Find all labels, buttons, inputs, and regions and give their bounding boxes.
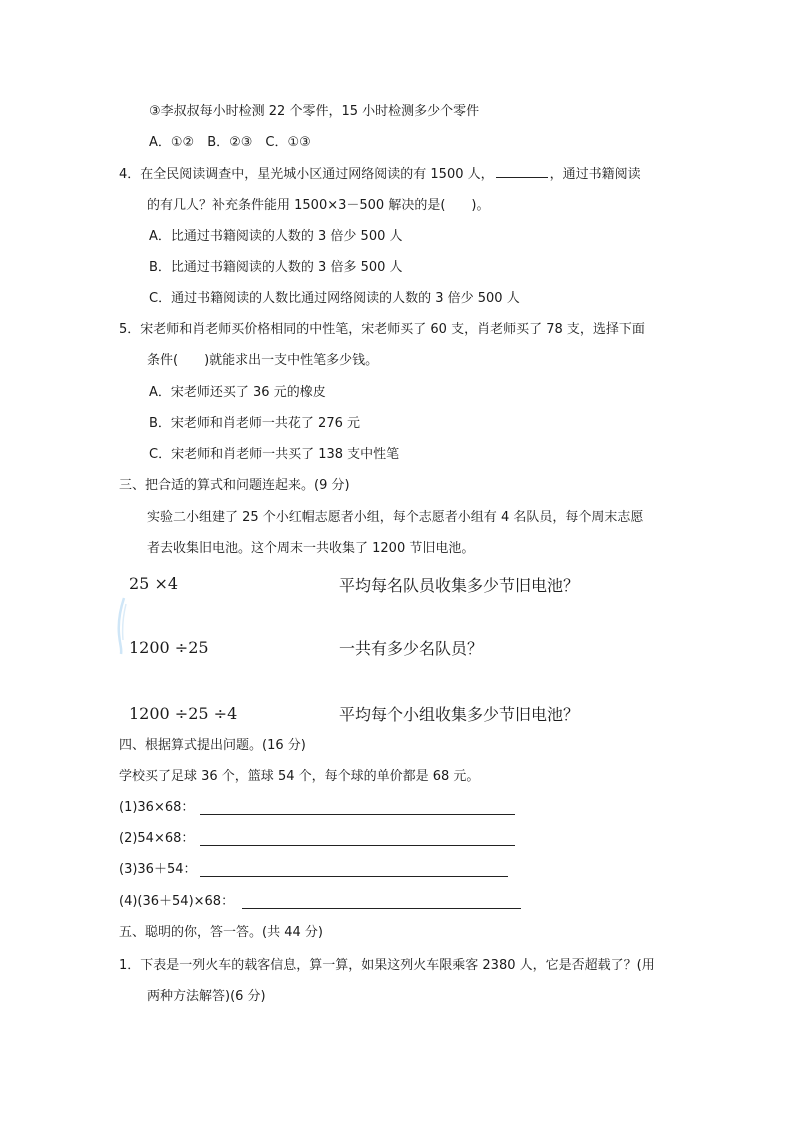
q5-option-b: B．宋老师和肖老师一共花了 276 元 [149, 416, 360, 431]
formula-1[interactable]: 25 ×4 [129, 574, 179, 593]
section-3-title: 三、把合适的算式和问题连起来。(9 分) [119, 478, 350, 493]
section-4-item-4: (4)(36＋54)×68： [119, 894, 235, 909]
q4-line-1-before: 4．在全民阅读调查中，星光城小区通过网络阅读的有 1500 人， [119, 167, 494, 182]
q5-line-1: 5．宋老师和肖老师买价格相同的中性笔，宋老师买了 60 支，肖老师买了 78 支，选择下面 [119, 322, 645, 337]
q3-item-3: ③李叔叔每小时检测 22 个零件，15 小时检测多少个零件 [149, 104, 480, 119]
q4-answer-blank[interactable] [496, 165, 548, 178]
section-3-text-line-2: 者去收集旧电池。这个周末一共收集了 1200 节旧电池。 [147, 541, 475, 556]
q5-option-a: A．宋老师还买了 36 元的橡皮 [149, 385, 326, 400]
q4-line-2: 的有几人？补充条件能用 1500×3－500 解决的是( )。 [147, 198, 490, 213]
q3-options: A．①② B．②③ C．①③ [149, 135, 311, 150]
q5-option-c: C．宋老师和肖老师一共买了 138 支中性笔 [149, 447, 400, 462]
section-3-text-line-1: 实验二小组建了 25 个小红帽志愿者小组，每个志愿者小组有 4 名队员，每个周末志愿 [147, 510, 644, 525]
question-2[interactable]: 一共有多少名队员？ [339, 639, 484, 658]
answer-line-1[interactable] [200, 814, 515, 815]
q4-option-b: B．比通过书籍阅读的人数的 3 倍多 500 人 [149, 260, 403, 275]
section-4-item-2: (2)54×68： [119, 831, 195, 846]
formula-3[interactable]: 1200 ÷25 ÷4 [129, 704, 238, 723]
section-4-item-3: (3)36＋54： [119, 862, 197, 877]
answer-line-4[interactable] [242, 908, 521, 909]
section-5-title: 五、聪明的你，答一答。(共 44 分) [119, 925, 323, 940]
answer-line-3[interactable] [200, 876, 508, 877]
q4-option-a: A．比通过书籍阅读的人数的 3 倍少 500 人 [149, 229, 403, 244]
formula-2[interactable]: 1200 ÷25 [129, 638, 209, 657]
section-5-q1-line-2: 两种方法解答)(6 分) [147, 989, 266, 1004]
section-4-item-1: (1)36×68： [119, 800, 195, 815]
q5-line-2: 条件( )就能求出一支中性笔多少钱。 [147, 353, 379, 368]
section-4-intro: 学校买了足球 36 个，篮球 54 个，每个球的单价都是 68 元。 [119, 769, 480, 784]
answer-line-2[interactable] [200, 845, 515, 846]
question-3[interactable]: 平均每个小组收集多少节旧电池？ [339, 705, 580, 724]
faint-pen-stroke [114, 596, 130, 656]
section-4-title: 四、根据算式提出问题。(16 分) [119, 738, 306, 753]
section-5-q1-line-1: 1．下表是一列火车的载客信息，算一算，如果这列火车限乘客 2380 人，它是否超载了？(用 [119, 958, 655, 973]
question-1[interactable]: 平均每名队员收集多少节旧电池？ [339, 576, 580, 595]
q4-option-c: C．通过书籍阅读的人数比通过网络阅读的人数的 3 倍少 500 人 [149, 291, 520, 306]
q4-line-1-after: ，通过书籍阅读 [549, 167, 641, 182]
q4-line-1 [119, 165, 641, 184]
